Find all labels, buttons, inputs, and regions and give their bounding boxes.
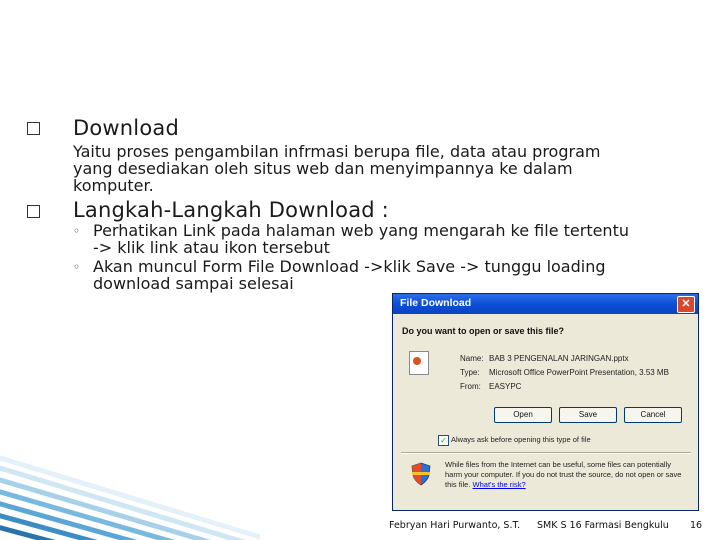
step-line: Perhatikan Link pada halaman web yang mengarah ke file tertentu [93,221,629,240]
footer-author: Febryan Hari Purwanto, S.T. [389,520,521,531]
steps-list [73,222,693,294]
sub-bullet-marker: ◦ [73,224,81,238]
description-line: yang desediakan oleh situs web dan menyimpannya ke dalam [73,159,573,178]
heading-steps: Langkah-Langkah Download : [73,198,389,222]
sub-bullet-marker: ◦ [73,260,81,274]
open-button[interactable]: Open [494,407,552,423]
bullet-marker [27,205,40,218]
always-ask-label: Always ask before opening this type of file [451,435,591,444]
cancel-button[interactable]: Cancel [624,407,682,423]
from-value: EASYPC [489,382,522,391]
step-line: Akan muncul Form File Download ->klik Save -> tunggu loading [93,257,606,276]
step-line: -> klik link atau ikon tersebut [93,238,330,257]
decoration-stripes [0,455,260,540]
from-label: From: [460,382,481,391]
download-description [73,143,693,194]
name-label: Name: [460,354,484,363]
page-number: 16 [690,520,703,531]
type-label: Type: [460,368,480,377]
risk-link[interactable]: What's the risk? [472,480,526,489]
type-value: Microsoft Office PowerPoint Presentation, 3.53 MB [489,368,669,377]
warning-text: While files from the Internet can be useful, some files can potentially harm your computer. If you do not trust the source, do not open or save this file. [445,460,682,489]
security-shield-icon [411,462,431,486]
security-warning [445,460,685,490]
powerpoint-file-icon [409,351,429,375]
description-line: komputer. [73,176,154,195]
always-ask-checkbox[interactable]: ✓ [438,435,449,446]
close-button[interactable] [677,296,695,313]
heading-download: Download [73,116,179,140]
close-icon: ✕ [681,298,691,310]
dialog-title: File Download [400,297,472,309]
save-button[interactable]: Save [559,407,617,423]
file-download-dialog [392,293,699,511]
dialog-titlebar [393,294,698,314]
slide-decoration [0,455,260,540]
step-line: download sampai selesai [93,274,294,293]
description-line: Yaitu proses pengambilan infrmasi berupa file, data atau program [73,142,601,161]
footer-school: SMK S 16 Farmasi Bengkulu [537,520,669,531]
dialog-question: Do you want to open or save this file? [402,326,565,336]
dialog-divider [401,452,691,454]
name-value: BAB 3 PENGENALAN JARINGAN.pptx [489,354,629,363]
bullet-marker [27,122,40,135]
list-item [73,222,693,258]
list-item [73,258,693,294]
